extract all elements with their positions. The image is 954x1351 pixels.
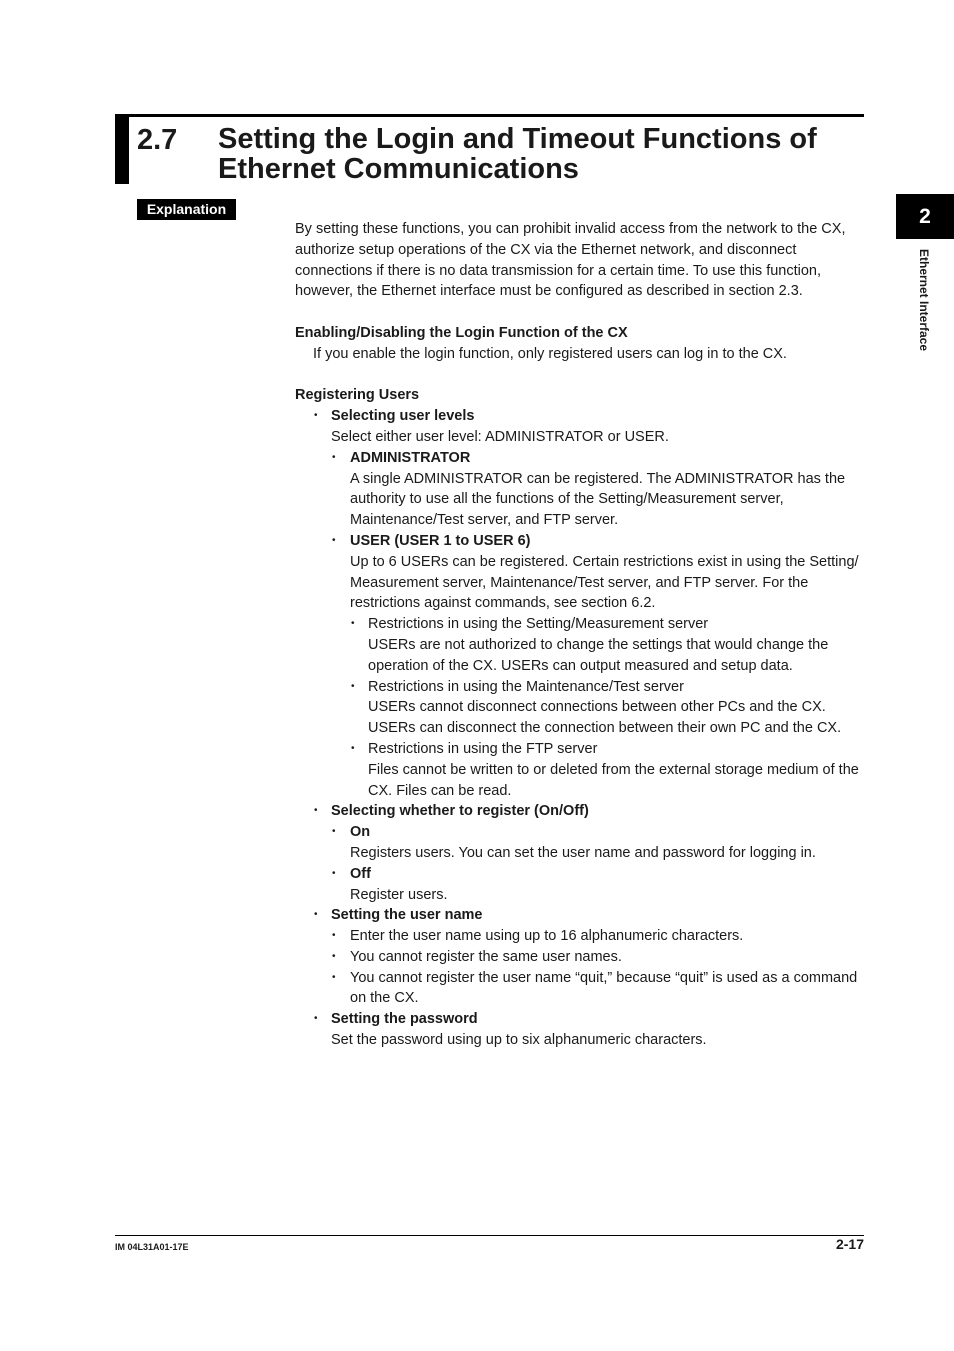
bullet: • <box>314 805 318 817</box>
section-title <box>218 124 817 184</box>
list-item <box>295 801 865 822</box>
list-item <box>295 677 865 698</box>
section-number: 2.7 <box>137 124 178 156</box>
footer-rule <box>115 1235 864 1236</box>
bullet: • <box>351 680 355 692</box>
user-line: restrictions against commands, see section 6.2. <box>350 595 656 612</box>
list-item <box>295 406 865 427</box>
on-text: Registers users. You can set the user name and password for logging in. <box>350 844 816 861</box>
password-title: Setting the password <box>331 1011 478 1028</box>
restriction-line: USERs are not authorized to change the settings that would change the <box>368 636 829 653</box>
on-title: On <box>350 824 371 841</box>
intro-line: By setting these functions, you can prohibit invalid access from the network to the CX, <box>295 221 846 237</box>
main-content <box>295 219 865 1051</box>
registering-heading: Registering Users <box>295 387 420 404</box>
restriction-line: CX. Files can be read. <box>368 782 512 799</box>
bullet: • <box>351 742 355 754</box>
off-text: Register users. <box>350 886 448 903</box>
list-item <box>295 531 865 552</box>
section-side-bar <box>115 117 129 184</box>
levels-title: Selecting user levels <box>331 408 475 425</box>
admin-line: Maintenance/Test server, and FTP server. <box>350 512 619 529</box>
restriction-line: operation of the CX. USERs can output measured and setup data. <box>368 657 793 674</box>
admin-line: A single ADMINISTRATOR can be registered. The ADMINISTRATOR has the <box>350 470 846 487</box>
bullet: • <box>314 1013 318 1025</box>
bullet: • <box>314 909 318 921</box>
chapter-tab: 2 <box>896 194 954 239</box>
list-item <box>295 905 865 926</box>
bullet: • <box>332 826 336 838</box>
section-title-line2: Ethernet Communications <box>218 153 579 185</box>
admin-line: authority to use all the functions of the Setting/Measurement server, <box>350 491 784 508</box>
bullet: • <box>332 971 336 983</box>
chapter-label: Ethernet Interface <box>917 249 931 352</box>
username-item: You cannot register the same user names. <box>350 948 622 965</box>
bullet: • <box>332 930 336 942</box>
username-item-cont: on the CX. <box>350 990 419 1007</box>
register-title: Selecting whether to register (On/Off) <box>331 803 589 820</box>
list-item <box>295 822 865 843</box>
username-item: Enter the user name using up to 16 alphanumeric characters. <box>350 928 744 945</box>
intro-line: connections if there is no data transmission for a certain time. To use this function, <box>295 262 822 279</box>
user-line: Measurement server, Maintenance/Test server, and FTP server. For the <box>350 574 809 591</box>
user-line: Up to 6 USERs can be registered. Certain restrictions exist in using the Setting/ <box>350 553 859 570</box>
restriction-title: Restrictions in using the FTP server <box>368 740 598 757</box>
bullet: • <box>314 410 318 422</box>
off-title: Off <box>350 865 371 882</box>
footer-page-number: 2-17 <box>835 1236 864 1252</box>
login-text: If you enable the login function, only registered users can log in to the CX. <box>313 345 787 362</box>
explanation-badge: Explanation <box>137 199 236 220</box>
bullet: • <box>351 618 355 630</box>
levels-text: Select either user level: ADMINISTRATOR or USER. <box>331 428 669 445</box>
username-title: Setting the user name <box>331 907 483 924</box>
bullet: • <box>332 451 336 463</box>
list-item <box>295 968 865 989</box>
restriction-line: Files cannot be written to or deleted from the external storage medium of the <box>368 761 859 778</box>
restriction-line: USERs cannot disconnect connections between other PCs and the CX. <box>368 699 826 716</box>
restriction-title: Restrictions in using the Maintenance/Test server <box>368 678 684 695</box>
bullet: • <box>332 867 336 879</box>
footer-doc-id: IM 04L31A01-17E <box>115 1242 189 1252</box>
section-top-rule <box>115 114 864 117</box>
admin-title: ADMINISTRATOR <box>350 449 471 466</box>
intro-line: authorize setup operations of the CX via the Ethernet network, and disconnect <box>295 241 797 258</box>
restriction-title: Restrictions in using the Setting/Measurement server <box>368 616 709 633</box>
user-title: USER (USER 1 to USER 6) <box>350 532 531 549</box>
restriction-line: USERs can disconnect the connection between their own PC and the CX. <box>368 720 842 737</box>
section-title-line1: Setting the Login and Timeout Functions of <box>218 123 817 155</box>
bullet: • <box>332 534 336 546</box>
bullet: • <box>332 950 336 962</box>
list-item <box>295 947 865 968</box>
intro-line: however, the Ethernet interface must be configured as described in section 2.3. <box>295 283 803 300</box>
list-item <box>295 926 865 947</box>
list-item <box>295 1009 865 1030</box>
list-item <box>295 614 865 635</box>
list-item <box>295 448 865 469</box>
list-item <box>295 739 865 760</box>
password-text: Set the password using up to six alphanumeric characters. <box>331 1032 707 1049</box>
username-item: You cannot register the user name “quit,” because “quit” is used as a command <box>350 969 858 986</box>
login-heading: Enabling/Disabling the Login Function of the CX <box>295 324 628 341</box>
list-item <box>295 864 865 885</box>
